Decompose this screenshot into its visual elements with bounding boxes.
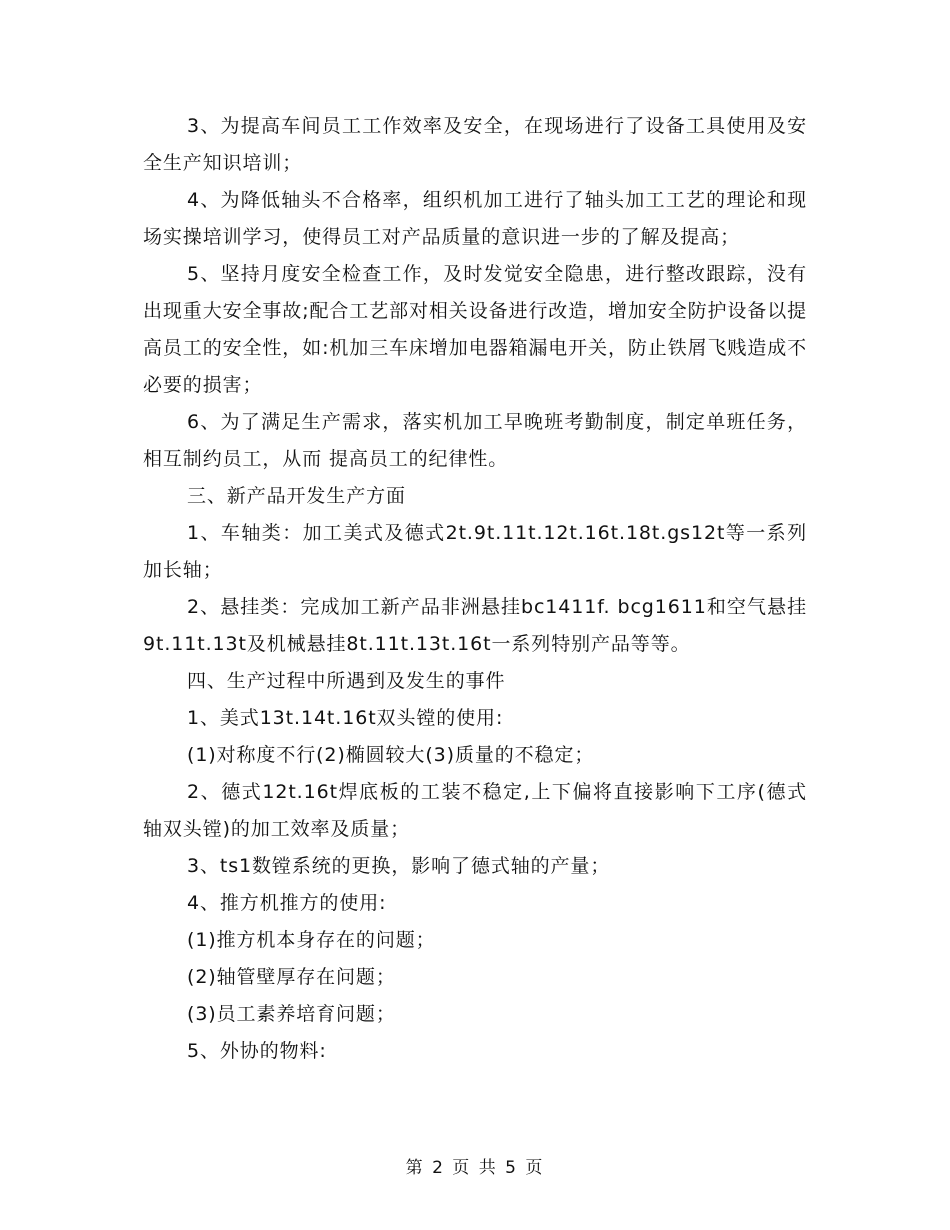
section-heading-new-products: 三、新产品开发生产方面: [187, 485, 406, 507]
paragraph-suspension: 2、悬挂类：完成加工新产品非洲悬挂bc1411f. bcg1611和空气悬挂9t.11t.13t及机械悬挂8t.11t.13t.16t一系列特别产品等等。: [143, 596, 807, 655]
paragraph-event-4-issue-1: (1)推方机本身存在的问题；: [187, 929, 436, 951]
section-heading-events: 四、生产过程中所遇到及发生的事件: [187, 670, 506, 692]
page-number-footer: 第 2 页 共 5 页: [405, 1158, 545, 1178]
paragraph-event-4-issue-2: (2)轴管壁厚存在问题；: [187, 966, 396, 988]
paragraph-event-4-issue-3: (3)员工素养培育问题；: [187, 1003, 396, 1025]
document-body: [143, 108, 807, 1070]
paragraph-event-1-issues: (1)对称度不行(2)椭圆较大(3)质量的不稳定；: [187, 744, 595, 766]
paragraph-item-4: 4、为降低轴头不合格率，组织机加工进行了轴头加工工艺的理论和现场实操培训学习，使得员工对产品质量的意识进一步的了解及提高；: [143, 189, 807, 248]
paragraph-item-5: 5、坚持月度安全检查工作，及时发觉安全隐患，进行整改跟踪，没有出现重大安全事故;配合工艺部对相关设备进行改造，增加安全防护设备以提高员工的安全性，如:机加三车床增加电器箱漏电开关，防止铁屑飞贱造成不必要的损害；: [143, 263, 808, 396]
paragraph-event-3: 3、ts1数镗系统的更换，影响了德式轴的产量；: [187, 855, 611, 877]
paragraph-axles: 1、车轴类：加工美式及德式2t.9t.11t.12t.16t.18t.gs12t等一系列加长轴；: [143, 522, 807, 581]
paragraph-event-1: 1、美式13t.14t.16t双头镗的使用:: [187, 707, 504, 729]
paragraph-event-4: 4、推方机推方的使用:: [187, 892, 387, 914]
paragraph-event-2: 2、德式12t.16t焊底板的工装不稳定,上下偏将直接影响下工序(德式轴双头镗)的加工效率及质量；: [143, 781, 807, 840]
paragraph-item-3: 3、为提高车间员工工作效率及安全，在现场进行了设备工具使用及安全生产知识培训；: [143, 115, 807, 174]
paragraph-item-6: 6、为了满足生产需求，落实机加工早晚班考勤制度，制定单班任务，相互制约员工，从而 提高员工的纪律性。: [143, 411, 807, 470]
paragraph-event-5: 5、外协的物料:: [187, 1040, 327, 1062]
